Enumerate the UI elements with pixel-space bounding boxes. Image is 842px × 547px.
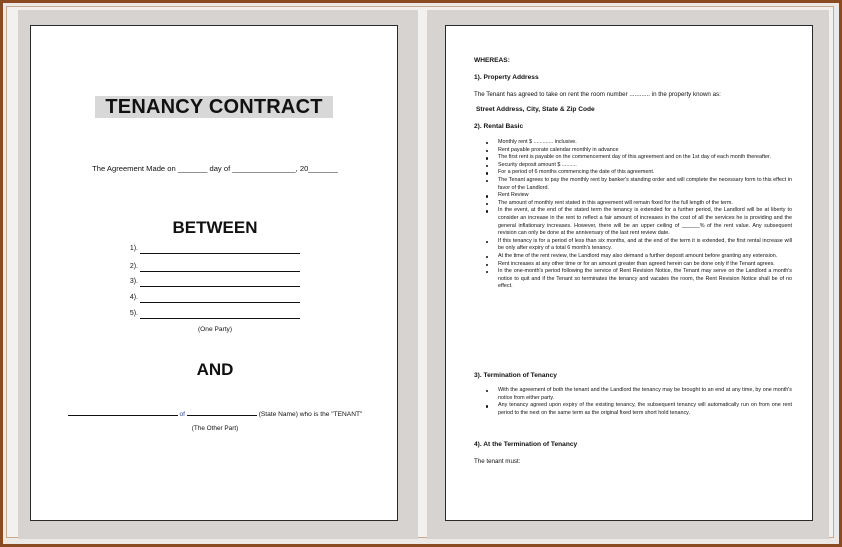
party-blank (140, 318, 300, 319)
property-address-text: The Tenant has agreed to take on rent the room number ............ in the property known as: (474, 91, 721, 98)
tenant-line (31, 408, 398, 418)
rental-basic-list (474, 139, 792, 291)
list-item: Monthly rent $ ............. inclusive. (474, 139, 792, 147)
list-item: With the agreement of both the tenant and the Landlord the tenancy may be brought to an end at any time, by one month's notice from either party. (474, 387, 792, 402)
list-item: The first rent is payable on the commencement day of this agreement and on the 1st day of each month thereafter. (474, 154, 792, 162)
list-item: The amount of monthly rent stated in this agreement will remain fixed for the full length of the term. (474, 200, 792, 208)
termination-list (474, 387, 792, 417)
party-line-1 (126, 245, 306, 255)
party-line-5 (126, 310, 306, 320)
party-number: 4). (129, 294, 138, 301)
list-item: Rent increases at any other time or for an amount greater than agreed herein can be done only if the Tenant agrees. (474, 261, 792, 269)
list-item: In the one-month's period following the service of Rent Revision Notice, the Tenant may serve on the Landlord a month's notice to quit and if the Tenant so terminates the tenancy and vacates the room, the Rent Revision Notice shall be of no effect. (474, 268, 792, 291)
party-number: 1). (129, 245, 138, 252)
list-item: Security deposit amount $ .......... (474, 162, 792, 170)
list-item: In the event, at the end of the stated term the tenancy is extended for a further period, the Landlord will be at liberty to consider an increase in the rent to reflect a fair amount of increases in the cost of all the services he is providing and the general inflationary increases. However, there will be an upper ceiling of ______% of the rent value. Any subsequent revision can only be done at the anniversary of the last rent review date. (474, 207, 792, 237)
street-address: Street Address, City, State & Zip Code (476, 106, 595, 113)
tenant-line-text: (State Name) who is the "TENANT" (258, 411, 363, 418)
and-heading: AND (196, 360, 234, 379)
list-item: The Tenant agrees to pay the monthly rent by banker's standing order and will complete the necessary form to this effect in favor of the Landlord. (474, 177, 792, 192)
party-number: 2). (129, 263, 138, 270)
rental-basic-heading: 2). Rental Basic (474, 123, 524, 130)
one-party-caption: (One Party) (197, 326, 233, 333)
list-item: Any tenancy agreed upon expiry of the existing tenancy, the subsequent tenancy will automatically run on from one rent period to the next on the same term as the original fixed term short hold tenancy. (474, 402, 792, 417)
list-item: If this tenancy is for a period of less than six months, and at the end of the term it is extended, the first rental increase will be only after expiry of a total 6 month's tenancy. (474, 238, 792, 253)
property-address-heading: 1). Property Address (474, 74, 539, 81)
termination-heading: 3). Termination of Tenancy (474, 372, 557, 379)
party-blank (140, 302, 300, 303)
of-word: of (179, 411, 186, 418)
contract-title: TENANCY CONTRACT (95, 96, 333, 118)
party-number: 5). (129, 310, 138, 317)
other-party-caption: (The Other Part) (191, 425, 239, 432)
contract-cover-page (30, 25, 398, 521)
whereas-heading: WHEREAS: (474, 57, 510, 64)
party-line-2 (126, 263, 306, 273)
list-item: For a period of 6 months commencing the date of this agreement. (474, 169, 792, 177)
list-item: At the time of the rent review, the Landlord may also demand a further deposit amount before granting any extension. (474, 253, 792, 261)
tenant-must-text: The tenant must: (474, 458, 521, 465)
list-item: Rent payable prorate calendar monthly in advance (474, 147, 792, 155)
party-blank (140, 253, 300, 254)
party-blank (140, 271, 300, 272)
list-item: Rent Review (474, 192, 792, 200)
party-line-4 (126, 294, 306, 304)
party-number: 3). (129, 278, 138, 285)
party-blank (140, 286, 300, 287)
at-termination-heading: 4). At the Termination of Tenancy (474, 441, 578, 448)
tenant-name-blank (68, 408, 178, 416)
state-blank (187, 408, 257, 416)
contract-terms-page (445, 25, 813, 521)
agreement-date-line: The Agreement Made on _______ day of _______________, 20_______ (92, 164, 338, 173)
party-line-3 (126, 278, 306, 288)
between-heading: BETWEEN (172, 218, 258, 237)
